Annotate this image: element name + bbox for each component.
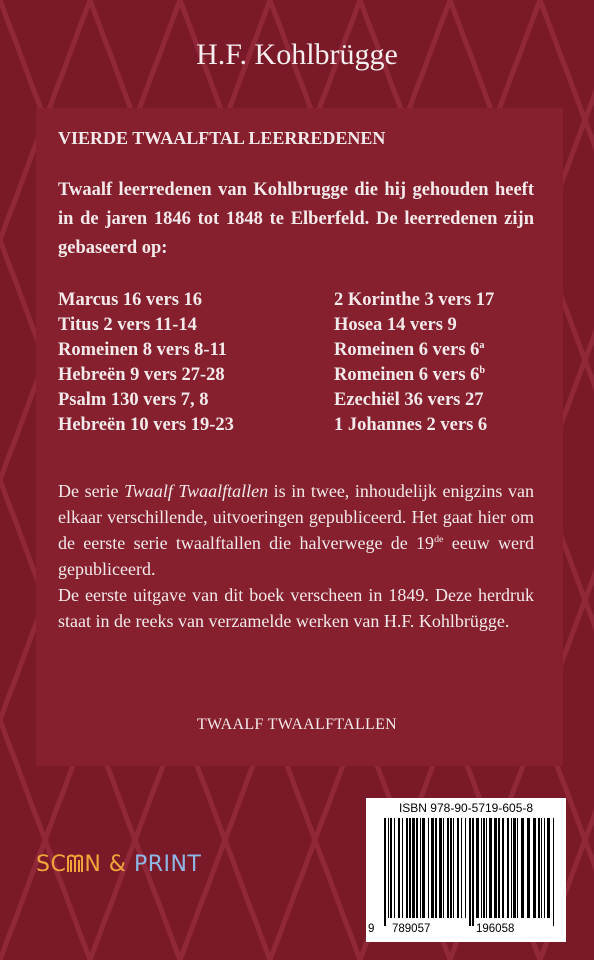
barcode-bar — [435, 818, 437, 918]
barcode-bar — [476, 818, 479, 918]
barcode-bar — [465, 818, 466, 918]
sermon-row — [58, 338, 534, 363]
sermon-list — [58, 288, 534, 438]
barcode-bar — [544, 818, 545, 918]
barcode-digits-left: 789057 — [392, 923, 431, 935]
barcode-bar — [553, 818, 554, 926]
barcode-bar — [388, 818, 389, 918]
barcode-bar — [384, 818, 386, 926]
barcode-digit-prefix: 9 — [368, 923, 375, 935]
barcode-bar — [541, 818, 542, 918]
barcode-bar — [402, 818, 403, 918]
barcode-bar — [420, 818, 421, 918]
sermon-text-right: 1 Johannes 2 vers 6 — [334, 415, 488, 435]
description-paragraph: De serie Twaalf Twaalftallen is in twee, inhoudelijk enigzins van elkaar verschillende, uitvoeringen gepubliceerd. Het gaat hier om de eerste serie twaalftallen die halverwege de 19de eeuw werd gepubliceerd. De eerste uitgave van dit boek verscheen in 1849. Deze herdruk staat in de reeks van verzamelde werken van H.F. Kohlbrügge. — [58, 481, 535, 631]
barcode-bar — [431, 818, 434, 918]
barcode-bar — [394, 818, 395, 918]
sermon-row — [58, 313, 534, 338]
sermon-text-left: Hebreën 10 vers 19-23 — [58, 415, 234, 435]
barcode-bar — [507, 818, 509, 918]
sermon-text-right: Ezechiël 36 vers 27 — [334, 390, 484, 410]
barcode-bar — [538, 818, 540, 918]
isbn-label: ISBN 978-90-5719-605-8 — [398, 801, 534, 815]
barcode-bar — [483, 818, 485, 918]
barcode-bar — [533, 818, 536, 918]
barcode-bar — [412, 818, 415, 918]
barcode-bar — [453, 818, 454, 918]
barcode-bar — [513, 818, 516, 918]
barcode-bar — [447, 818, 449, 918]
publisher-logo: SC N & PRINT — [36, 852, 202, 877]
author-title: H.F. Kohlbrügge — [196, 38, 398, 71]
series-title: TWAALF TWAALFTALLEN — [196, 716, 398, 733]
barcode-bar — [443, 818, 444, 918]
book-icon — [66, 852, 84, 877]
barcode-bar — [422, 818, 425, 918]
sermon-text-right: 2 Korinthe 3 vers 17 — [334, 290, 495, 310]
sermon-text-right: Hosea 14 vers 9 — [334, 315, 457, 335]
barcode-bar — [498, 818, 500, 918]
barcode-bar — [406, 818, 408, 918]
sermon-text-left: Marcus 16 vers 16 — [58, 290, 203, 310]
barcode-digits-right: 196058 — [476, 923, 515, 935]
barcode — [366, 798, 566, 942]
barcode-bar — [390, 818, 392, 918]
barcode-bar — [450, 818, 452, 918]
intro-paragraph: Twaalf leerredenen van Kohlbrugge die hij gehouden heeft in de jaren 1846 tot 1848 te Elberfeld. De leerredenen zijn gebaseerd op: — [58, 180, 534, 258]
barcode-bar — [517, 818, 518, 918]
barcode-bar — [489, 818, 492, 918]
sermon-row — [58, 413, 534, 438]
barcode-bar — [494, 818, 497, 918]
barcode-bar — [547, 818, 550, 918]
sermon-text-left: Hebreën 9 vers 27-28 — [58, 365, 225, 385]
barcode-bar — [469, 818, 471, 926]
sermon-row — [58, 288, 534, 313]
barcode-bar — [472, 818, 474, 926]
sermon-text-right: Romeinen 6 vers 6$^b$ — [334, 364, 486, 385]
barcode-bar — [481, 818, 482, 918]
barcode-bar — [521, 818, 524, 918]
barcode-bar — [416, 818, 418, 918]
barcode-bar — [486, 818, 487, 918]
sermon-text-right: Romeinen 6 vers 6$^a$ — [334, 339, 485, 360]
barcode-bar — [457, 818, 459, 918]
sermon-row — [58, 363, 534, 388]
barcode-bar — [461, 818, 462, 918]
sermon-text-left: Romeinen 8 vers 8-11 — [58, 340, 228, 360]
barcode-bar — [428, 818, 429, 918]
description-second-sentence: De eerste uitgave van dit boek verscheen in 1849. Deze herdruk staat in de reeks van verzamelde werken van H.F. Kohlbrügge. — [58, 585, 534, 631]
barcode-bars — [374, 818, 558, 928]
sermon-text-left: Psalm 130 vers 7, 8 — [58, 390, 209, 410]
barcode-bar — [409, 818, 411, 918]
sermon-row — [58, 388, 534, 413]
barcode-bar — [439, 818, 442, 918]
book-subtitle: VIERDE TWAALFTAL LEERREDENEN — [58, 128, 386, 148]
sermon-text-left: Titus 2 vers 11-14 — [58, 315, 197, 335]
barcode-bar — [511, 818, 512, 918]
barcode-bar — [502, 818, 504, 918]
barcode-bar — [527, 818, 530, 918]
barcode-bar — [398, 818, 400, 918]
